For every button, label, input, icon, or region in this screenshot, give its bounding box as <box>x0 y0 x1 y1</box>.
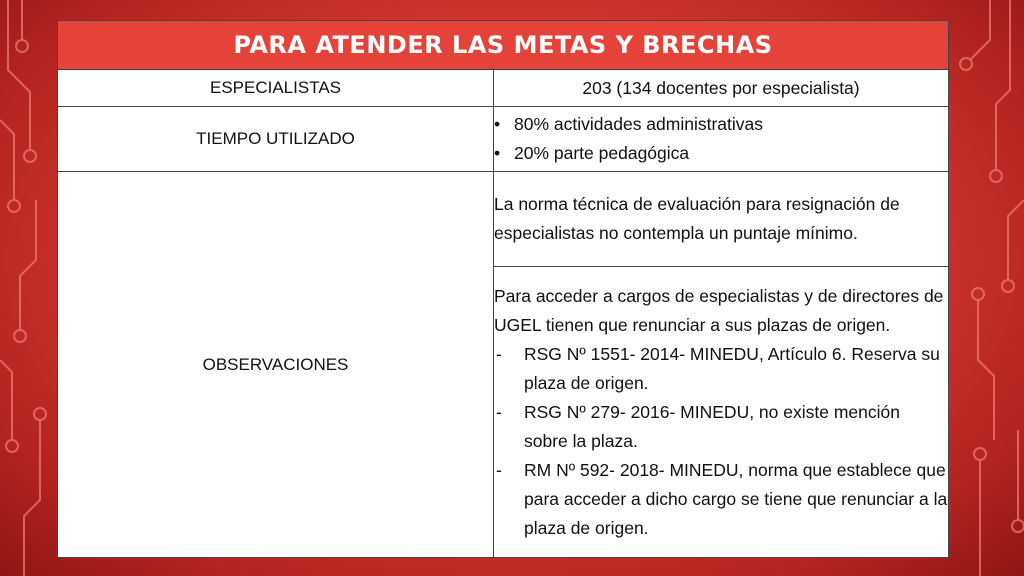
table-row <box>58 70 949 107</box>
especialistas-label: ESPECIALISTAS <box>58 70 494 107</box>
dash-icon: - <box>496 401 502 422</box>
tiempo-value <box>494 107 949 172</box>
tiempo-label: TIEMPO UTILIZADO <box>58 107 494 172</box>
table-row <box>58 172 949 267</box>
list-item: - RSG Nº 279- 2016- MINEDU, no existe mención sobre la plaza. <box>494 398 948 456</box>
bullet-icon: • <box>494 114 501 134</box>
list-item: - RM Nº 592- 2018- MINEDU, norma que establece que para acceder a dicho cargo se tiene que renunciar a la plaza de origen. <box>494 456 948 543</box>
list-item: • 20% parte pedagógica <box>494 139 948 168</box>
metas-brechas-table <box>57 20 949 558</box>
normas-list <box>494 340 948 543</box>
observaciones-label: OBSERVACIONES <box>58 172 494 558</box>
list-item: • 80% actividades administrativas <box>494 110 948 139</box>
observaciones-detail <box>494 267 949 558</box>
table-row <box>58 107 949 172</box>
list-item: - RSG Nº 1551- 2014- MINEDU, Artículo 6. Reserva su plaza de origen. <box>494 340 948 398</box>
slide-title: PARA ATENDER LAS METAS Y BRECHAS <box>58 21 949 70</box>
dash-icon: - <box>496 459 502 480</box>
bullet-icon: • <box>494 143 501 163</box>
especialistas-value: 203 (134 docentes por especialista) <box>494 70 949 107</box>
dash-icon: - <box>496 343 502 364</box>
observaciones-intro: Para acceder a cargos de especialistas y de directores de UGEL tienen que renunciar a sus plazas de origen. <box>494 285 944 335</box>
tiempo-list <box>494 110 948 168</box>
observaciones-note: La norma técnica de evaluación para resignación de especialistas no contempla un puntaje mínimo. <box>494 172 949 267</box>
